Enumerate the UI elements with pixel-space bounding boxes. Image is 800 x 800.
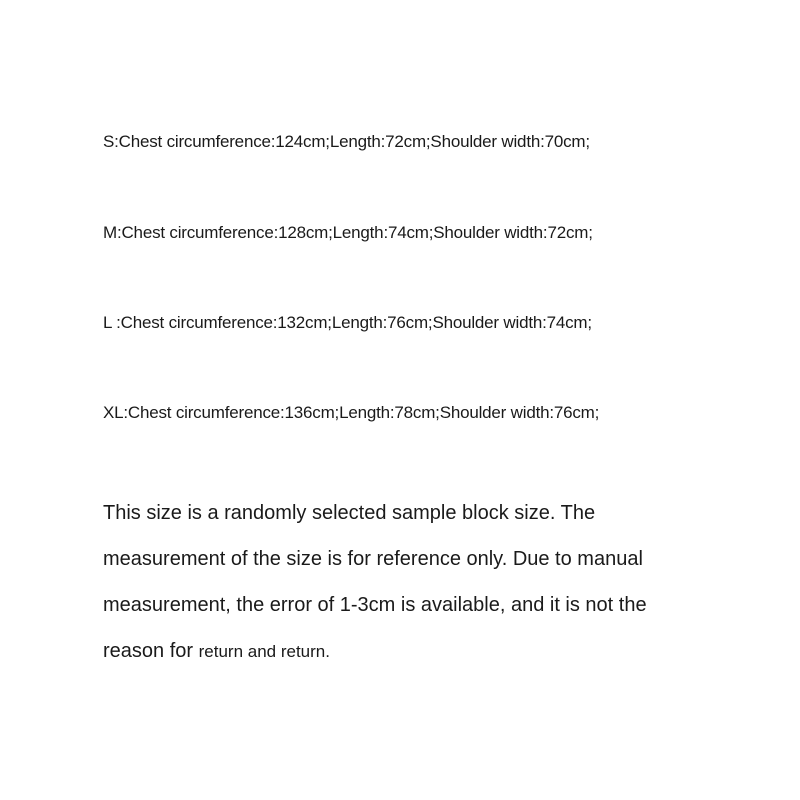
note-line-4-end: return and return. [198, 642, 330, 661]
size-s-line: S:Chest circumference:124cm;Length:72cm;Shoulder width:70cm; [103, 132, 590, 151]
size-m-line: M:Chest circumference:128cm;Length:74cm;Shoulder width:72cm; [103, 223, 593, 242]
note-line-2: measurement of the size is for reference only. Due to manual [103, 548, 643, 570]
note-line-4 [103, 628, 743, 675]
size-l-line: L :Chest circumference:132cm;Length:76cm;Shoulder width:74cm; [103, 313, 592, 332]
note-line-1: This size is a randomly selected sample block size. The [103, 502, 596, 524]
measurement-note [103, 490, 743, 675]
note-line-4-start: reason for [103, 640, 199, 662]
note-line-3: measurement, the error of 1-3cm is available, and it is not the [103, 594, 647, 616]
size-xl-line: XL:Chest circumference:136cm;Length:78cm;Shoulder width:76cm; [103, 403, 600, 422]
